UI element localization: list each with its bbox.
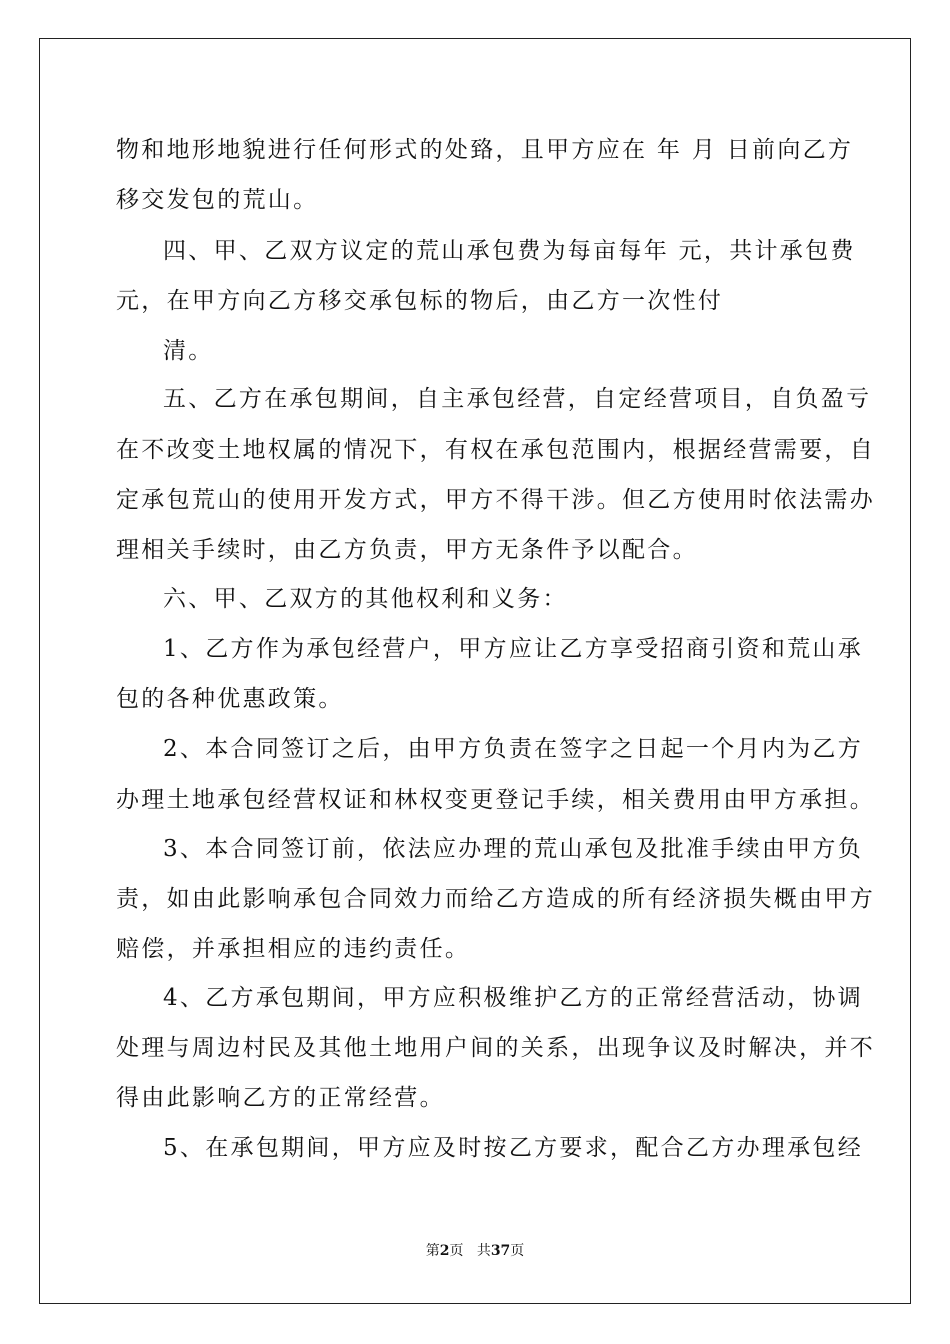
text-line: 责，如由此影响承包合同效力而给乙方造成的所有经济损失概由甲方	[116, 886, 875, 912]
page-footer	[0, 1240, 950, 1260]
text-line: 物和地形地貌进行任何形式的处臵，且甲方应在 年 月 日前向乙方	[116, 137, 854, 163]
text-line: 5、在承包期间，甲方应及时按乙方要求，配合乙方办理承包经	[163, 1135, 864, 1161]
total-pages: 37	[490, 1243, 511, 1259]
text-line: 定承包荒山的使用开发方式，甲方不得干涉。但乙方使用时依法需办	[116, 487, 875, 513]
text-line: 4、乙方承包期间，甲方应积极维护乙方的正常经营活动，协调	[163, 985, 864, 1011]
text-line: 处理与周边村民及其他土地用户间的关系，出现争议及时解决，并不	[116, 1035, 875, 1061]
text-line: 1、乙方作为承包经营户，甲方应让乙方享受招商引资和荒山承	[163, 636, 864, 662]
total-label-suffix: 页	[510, 1243, 525, 1259]
text-line: 元，在甲方向乙方移交承包标的物后，由乙方一次性付	[116, 288, 724, 314]
page-number: 2	[439, 1243, 450, 1259]
text-line: 办理土地承包经营权证和林权变更登记手续，相关费用由甲方承担。	[116, 787, 875, 813]
page-label-prefix: 第	[425, 1243, 440, 1259]
text-line: 六、甲、乙双方的其他权利和义务：	[163, 586, 568, 612]
text-line: 包的各种优惠政策。	[116, 686, 344, 712]
text-line: 2、本合同签订之后，由甲方负责在签字之日起一个月内为乙方	[163, 736, 864, 762]
text-line: 理相关手续时，由乙方负责，甲方无条件予以配合。	[116, 537, 698, 563]
text-line: 3、本合同签订前，依法应办理的荒山承包及批准手续由甲方负	[163, 836, 864, 862]
text-line: 清。	[163, 338, 214, 364]
text-line: 移交发包的荒山。	[116, 187, 319, 213]
text-line: 赔偿，并承担相应的违约责任。	[116, 936, 471, 962]
text-line: 五、乙方在承包期间，自主承包经营，自定经营项目，自负盈亏	[163, 386, 872, 412]
text-line: 四、甲、乙双方议定的荒山承包费为每亩每年 元，共计承包费	[163, 238, 856, 264]
page-label-suffix: 页	[449, 1243, 464, 1259]
total-label-prefix: 共	[476, 1243, 491, 1259]
page-border	[39, 38, 911, 1304]
text-line: 得由此影响乙方的正常经营。	[116, 1085, 445, 1111]
text-line: 在不改变土地权属的情况下，有权在承包范围内，根据经营需要，自	[116, 437, 875, 463]
